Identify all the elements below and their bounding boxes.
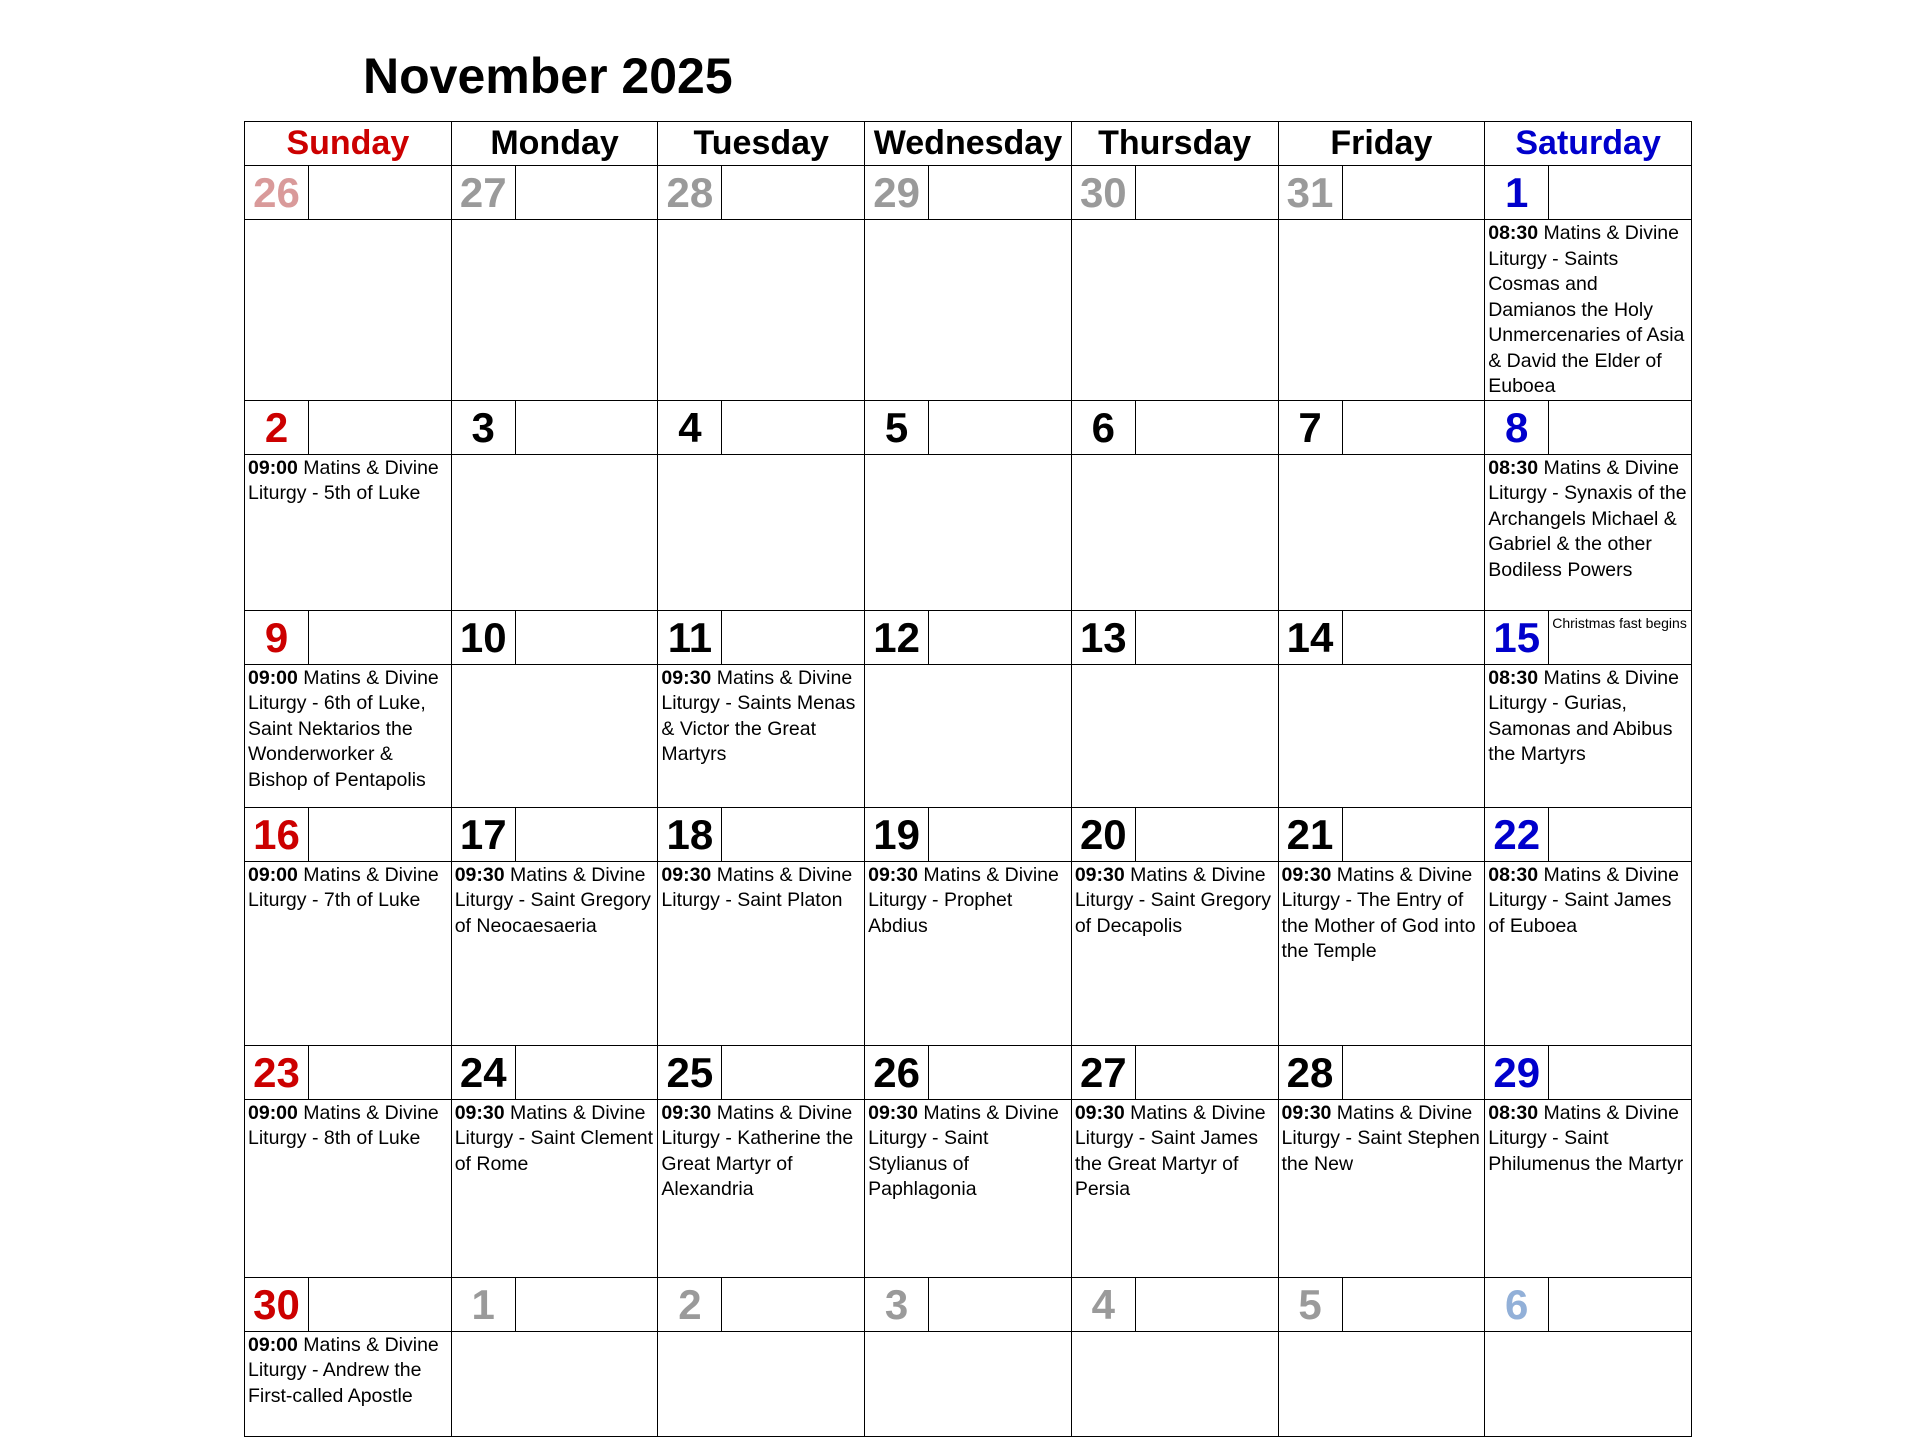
event-time: 09:30 bbox=[1074, 863, 1125, 886]
day-note bbox=[516, 611, 658, 664]
day-number: 24 bbox=[452, 1046, 516, 1099]
event-description: Matins & Divine Liturgy - Saint James of Euboea bbox=[1488, 863, 1679, 937]
date-cell-saturday bbox=[1485, 610, 1692, 664]
date-cell-thursday bbox=[1071, 1045, 1278, 1099]
date-cell-monday bbox=[451, 400, 658, 454]
date-cell-saturday bbox=[1485, 1277, 1692, 1331]
date-cell-wednesday bbox=[865, 1045, 1072, 1099]
event-description: Matins & Divine Liturgy - The Entry of the Mother of God into the Temple bbox=[1281, 863, 1476, 962]
events-cell-sunday bbox=[245, 861, 452, 1045]
day-note bbox=[1549, 808, 1691, 861]
event-description: Matins & Divine Liturgy - Prophet Abdius bbox=[868, 863, 1059, 937]
events-cell-thursday bbox=[1071, 664, 1278, 807]
day-note bbox=[929, 1278, 1071, 1331]
calendar-grid bbox=[244, 121, 1692, 1437]
date-cell-sunday bbox=[245, 1045, 452, 1099]
day-note bbox=[722, 1278, 864, 1331]
event-entry bbox=[1485, 220, 1691, 400]
event-time: 09:30 bbox=[661, 666, 712, 689]
event-entry bbox=[1072, 1100, 1278, 1203]
day-note bbox=[929, 1046, 1071, 1099]
date-cell-monday bbox=[451, 1277, 658, 1331]
events-cell-friday bbox=[1278, 220, 1485, 401]
day-number: 28 bbox=[658, 166, 722, 219]
events-cell-wednesday bbox=[865, 664, 1072, 807]
day-note bbox=[1343, 1046, 1485, 1099]
event-description: Matins & Divine Liturgy - Saints Cosmas and Damianos the Holy Unmercenaries of Asia & David the Elder of Euboea bbox=[1488, 222, 1685, 397]
header-sunday: Sunday bbox=[245, 122, 452, 166]
day-note bbox=[722, 808, 864, 861]
date-cell-friday bbox=[1278, 1277, 1485, 1331]
events-cell-wednesday bbox=[865, 1099, 1072, 1277]
event-time: 09:30 bbox=[454, 1101, 505, 1124]
day-number: 22 bbox=[1485, 808, 1549, 861]
week-6-events-row bbox=[245, 1331, 1692, 1436]
event-time: 09:30 bbox=[661, 1101, 712, 1124]
day-number: 19 bbox=[865, 808, 929, 861]
event-description: Matins & Divine Liturgy - Gurias, Samonas and Abibus the Martyrs bbox=[1488, 666, 1679, 765]
events-cell-tuesday bbox=[658, 1331, 865, 1436]
day-number: 23 bbox=[245, 1046, 309, 1099]
header-monday: Monday bbox=[451, 122, 658, 166]
event-time: 09:00 bbox=[248, 1101, 298, 1124]
event-description: Matins & Divine Liturgy - Saint Gregory of Neocaesaeria bbox=[454, 863, 651, 937]
events-cell-wednesday bbox=[865, 1331, 1072, 1436]
day-note bbox=[722, 166, 864, 219]
day-note bbox=[929, 808, 1071, 861]
date-cell-wednesday bbox=[865, 1277, 1072, 1331]
event-entry bbox=[245, 665, 451, 794]
day-note bbox=[1136, 808, 1278, 861]
events-cell-friday bbox=[1278, 454, 1485, 610]
day-number: 16 bbox=[245, 808, 309, 861]
day-note bbox=[1136, 166, 1278, 219]
events-cell-tuesday bbox=[658, 861, 865, 1045]
date-cell-tuesday bbox=[658, 1045, 865, 1099]
day-number: 17 bbox=[452, 808, 516, 861]
event-time: 09:00 bbox=[248, 1333, 298, 1356]
day-number: 12 bbox=[865, 611, 929, 664]
day-number: 31 bbox=[1279, 166, 1343, 219]
events-cell-friday bbox=[1278, 1331, 1485, 1436]
week-6-date-row bbox=[245, 1277, 1692, 1331]
week-3-events-row bbox=[245, 664, 1692, 807]
date-cell-tuesday bbox=[658, 400, 865, 454]
events-cell-sunday bbox=[245, 1099, 452, 1277]
event-time: 09:30 bbox=[1281, 863, 1332, 886]
day-number: 15 bbox=[1485, 611, 1549, 664]
day-number: 25 bbox=[658, 1046, 722, 1099]
day-number: 29 bbox=[1485, 1046, 1549, 1099]
day-note bbox=[1136, 1278, 1278, 1331]
day-number: 1 bbox=[452, 1278, 516, 1331]
events-cell-monday bbox=[451, 454, 658, 610]
date-cell-saturday bbox=[1485, 1045, 1692, 1099]
event-description: Matins & Divine Liturgy - 5th of Luke bbox=[248, 456, 439, 504]
week-2-events-row bbox=[245, 454, 1692, 610]
date-cell-thursday bbox=[1071, 807, 1278, 861]
events-cell-friday bbox=[1278, 664, 1485, 807]
day-note bbox=[516, 401, 658, 454]
event-description: Matins & Divine Liturgy - 7th of Luke bbox=[248, 863, 439, 911]
date-cell-friday bbox=[1278, 807, 1485, 861]
day-number: 27 bbox=[1072, 1046, 1136, 1099]
event-entry bbox=[1485, 862, 1691, 940]
event-description: Matins & Divine Liturgy - Saint Philumenus the Martyr bbox=[1488, 1101, 1684, 1175]
events-cell-saturday bbox=[1485, 220, 1692, 401]
event-time: 09:30 bbox=[868, 1101, 918, 1124]
events-cell-saturday bbox=[1485, 861, 1692, 1045]
date-cell-saturday bbox=[1485, 807, 1692, 861]
day-note bbox=[1343, 611, 1485, 664]
day-number: 3 bbox=[865, 1278, 929, 1331]
day-number: 5 bbox=[1279, 1278, 1343, 1331]
date-cell-friday bbox=[1278, 166, 1485, 220]
day-note bbox=[309, 166, 451, 219]
event-time: 08:30 bbox=[1488, 863, 1539, 886]
date-cell-sunday bbox=[245, 1277, 452, 1331]
event-description: Matins & Divine Liturgy - Saint Gregory of Decapolis bbox=[1074, 863, 1271, 937]
week-4-date-row bbox=[245, 807, 1692, 861]
event-entry bbox=[452, 862, 658, 940]
event-description: Matins & Divine Liturgy - Katherine the Great Martyr of Alexandria bbox=[661, 1101, 854, 1200]
header-thursday: Thursday bbox=[1071, 122, 1278, 166]
event-entry bbox=[1072, 862, 1278, 940]
event-description: Matins & Divine Liturgy - Saint Clement of Rome bbox=[454, 1101, 654, 1175]
day-number: 30 bbox=[1072, 166, 1136, 219]
day-number: 6 bbox=[1072, 401, 1136, 454]
day-note bbox=[309, 1278, 451, 1331]
event-entry bbox=[245, 1100, 451, 1152]
day-number: 10 bbox=[452, 611, 516, 664]
events-cell-sunday bbox=[245, 664, 452, 807]
date-cell-wednesday bbox=[865, 610, 1072, 664]
events-cell-saturday bbox=[1485, 1331, 1692, 1436]
day-note bbox=[309, 401, 451, 454]
date-cell-tuesday bbox=[658, 1277, 865, 1331]
day-number: 20 bbox=[1072, 808, 1136, 861]
day-number: 26 bbox=[245, 166, 309, 219]
event-entry bbox=[245, 455, 451, 507]
date-cell-friday bbox=[1278, 400, 1485, 454]
event-entry bbox=[452, 1100, 658, 1178]
date-cell-wednesday bbox=[865, 807, 1072, 861]
day-number: 2 bbox=[658, 1278, 722, 1331]
events-cell-thursday bbox=[1071, 1331, 1278, 1436]
day-number: 5 bbox=[865, 401, 929, 454]
date-cell-thursday bbox=[1071, 166, 1278, 220]
event-description: Matins & Divine Liturgy - Saint Stephen the New bbox=[1281, 1101, 1480, 1175]
event-time: 09:30 bbox=[1074, 1101, 1125, 1124]
day-number: 3 bbox=[452, 401, 516, 454]
events-cell-friday bbox=[1278, 1099, 1485, 1277]
event-description: Matins & Divine Liturgy - 8th of Luke bbox=[248, 1101, 439, 1149]
date-cell-thursday bbox=[1071, 400, 1278, 454]
day-note bbox=[1136, 611, 1278, 664]
day-note bbox=[1136, 401, 1278, 454]
date-cell-monday bbox=[451, 610, 658, 664]
date-cell-tuesday bbox=[658, 166, 865, 220]
day-note bbox=[309, 1046, 451, 1099]
day-number: 18 bbox=[658, 808, 722, 861]
day-number: 21 bbox=[1279, 808, 1343, 861]
day-note bbox=[1549, 1046, 1691, 1099]
date-cell-monday bbox=[451, 807, 658, 861]
event-entry bbox=[1279, 1100, 1485, 1178]
date-cell-saturday bbox=[1485, 400, 1692, 454]
day-note bbox=[516, 166, 658, 219]
date-cell-wednesday bbox=[865, 400, 1072, 454]
day-note bbox=[516, 1046, 658, 1099]
week-1-events-row bbox=[245, 220, 1692, 401]
day-number: 4 bbox=[1072, 1278, 1136, 1331]
events-cell-tuesday bbox=[658, 664, 865, 807]
event-entry bbox=[658, 665, 864, 768]
events-cell-monday bbox=[451, 220, 658, 401]
date-cell-wednesday bbox=[865, 166, 1072, 220]
events-cell-wednesday bbox=[865, 220, 1072, 401]
day-note bbox=[929, 401, 1071, 454]
date-cell-monday bbox=[451, 1045, 658, 1099]
event-entry bbox=[1485, 665, 1691, 768]
event-entry bbox=[1485, 455, 1691, 584]
date-cell-friday bbox=[1278, 610, 1485, 664]
day-note bbox=[722, 1046, 864, 1099]
day-number: 2 bbox=[245, 401, 309, 454]
event-entry bbox=[865, 862, 1071, 940]
day-number: 28 bbox=[1279, 1046, 1343, 1099]
event-description: Matins & Divine Liturgy - Saints Menas & Victor the Great Martyrs bbox=[661, 666, 856, 765]
header-wednesday: Wednesday bbox=[865, 122, 1072, 166]
events-cell-monday bbox=[451, 1331, 658, 1436]
events-cell-monday bbox=[451, 1099, 658, 1277]
day-number: 11 bbox=[658, 611, 722, 664]
date-cell-sunday bbox=[245, 166, 452, 220]
header-friday: Friday bbox=[1278, 122, 1485, 166]
date-cell-tuesday bbox=[658, 610, 865, 664]
date-cell-sunday bbox=[245, 807, 452, 861]
date-cell-monday bbox=[451, 166, 658, 220]
events-cell-sunday bbox=[245, 1331, 452, 1436]
date-cell-thursday bbox=[1071, 610, 1278, 664]
event-entry bbox=[245, 862, 451, 914]
weekday-header-row bbox=[245, 122, 1692, 166]
day-number: 27 bbox=[452, 166, 516, 219]
events-cell-friday bbox=[1278, 861, 1485, 1045]
event-entry bbox=[658, 862, 864, 914]
event-time: 09:30 bbox=[661, 863, 712, 886]
events-cell-saturday bbox=[1485, 664, 1692, 807]
event-time: 08:30 bbox=[1488, 1101, 1539, 1124]
event-time: 08:30 bbox=[1488, 222, 1539, 244]
date-cell-tuesday bbox=[658, 807, 865, 861]
day-note bbox=[1343, 808, 1485, 861]
events-cell-tuesday bbox=[658, 454, 865, 610]
events-cell-thursday bbox=[1071, 220, 1278, 401]
event-time: 08:30 bbox=[1488, 666, 1539, 689]
events-cell-thursday bbox=[1071, 1099, 1278, 1277]
week-4-events-row bbox=[245, 861, 1692, 1045]
day-note bbox=[1136, 1046, 1278, 1099]
day-note bbox=[309, 808, 451, 861]
week-5-events-row bbox=[245, 1099, 1692, 1277]
events-cell-thursday bbox=[1071, 861, 1278, 1045]
header-tuesday: Tuesday bbox=[658, 122, 865, 166]
event-time: 09:30 bbox=[1281, 1101, 1332, 1124]
day-note bbox=[722, 611, 864, 664]
events-cell-thursday bbox=[1071, 454, 1278, 610]
day-note: Christmas fast begins bbox=[1552, 614, 1687, 631]
day-number: 13 bbox=[1072, 611, 1136, 664]
day-note bbox=[722, 401, 864, 454]
day-number: 7 bbox=[1279, 401, 1343, 454]
event-entry bbox=[865, 1100, 1071, 1203]
event-description: Matins & Divine Liturgy - Andrew the First-called Apostle bbox=[248, 1333, 439, 1407]
event-entry bbox=[1279, 862, 1485, 965]
events-cell-wednesday bbox=[865, 861, 1072, 1045]
week-2-date-row bbox=[245, 400, 1692, 454]
day-note bbox=[309, 611, 451, 664]
week-5-date-row bbox=[245, 1045, 1692, 1099]
date-cell-saturday bbox=[1485, 166, 1692, 220]
day-note bbox=[516, 1278, 658, 1331]
events-cell-sunday bbox=[245, 220, 452, 401]
week-1-date-row bbox=[245, 166, 1692, 220]
event-time: 09:30 bbox=[868, 863, 918, 886]
week-3-date-row bbox=[245, 610, 1692, 664]
events-cell-monday bbox=[451, 664, 658, 807]
day-note bbox=[516, 808, 658, 861]
events-cell-sunday bbox=[245, 454, 452, 610]
events-cell-saturday bbox=[1485, 454, 1692, 610]
day-note bbox=[929, 611, 1071, 664]
day-number: 6 bbox=[1485, 1278, 1549, 1331]
day-note bbox=[1343, 401, 1485, 454]
calendar-title: November 2025 bbox=[363, 48, 733, 104]
header-saturday: Saturday bbox=[1485, 122, 1692, 166]
day-number: 1 bbox=[1485, 166, 1549, 219]
day-note bbox=[1549, 166, 1691, 219]
events-cell-monday bbox=[451, 861, 658, 1045]
day-number: 4 bbox=[658, 401, 722, 454]
event-entry bbox=[245, 1332, 451, 1410]
day-number: 14 bbox=[1279, 611, 1343, 664]
event-time: 08:30 bbox=[1488, 456, 1539, 479]
event-description: Matins & Divine Liturgy - Saint James the Great Martyr of Persia bbox=[1074, 1101, 1266, 1200]
event-entry bbox=[1485, 1100, 1691, 1178]
event-description: Matins & Divine Liturgy - Synaxis of the Archangels Michael & Gabriel & the other Bodiless Powers bbox=[1488, 456, 1687, 581]
date-cell-thursday bbox=[1071, 1277, 1278, 1331]
events-cell-wednesday bbox=[865, 454, 1072, 610]
day-number: 26 bbox=[865, 1046, 929, 1099]
events-cell-tuesday bbox=[658, 1099, 865, 1277]
date-cell-friday bbox=[1278, 1045, 1485, 1099]
event-time: 09:00 bbox=[248, 666, 298, 689]
day-note bbox=[1549, 401, 1691, 454]
event-description: Matins & Divine Liturgy - Saint Platon bbox=[661, 863, 853, 911]
date-cell-sunday bbox=[245, 400, 452, 454]
event-time: 09:00 bbox=[248, 863, 298, 886]
date-cell-sunday bbox=[245, 610, 452, 664]
events-cell-saturday bbox=[1485, 1099, 1692, 1277]
event-description: Matins & Divine Liturgy - 6th of Luke, Saint Nektarios the Wonderworker & Bishop of Pentapolis bbox=[248, 666, 439, 791]
day-note bbox=[929, 166, 1071, 219]
day-note bbox=[1343, 1278, 1485, 1331]
event-time: 09:00 bbox=[248, 456, 298, 479]
day-number: 30 bbox=[245, 1278, 309, 1331]
event-entry bbox=[658, 1100, 864, 1203]
day-note bbox=[1343, 166, 1485, 219]
day-number: 8 bbox=[1485, 401, 1549, 454]
event-time: 09:30 bbox=[454, 863, 505, 886]
events-cell-tuesday bbox=[658, 220, 865, 401]
day-number: 29 bbox=[865, 166, 929, 219]
day-note bbox=[1549, 1278, 1691, 1331]
event-description: Matins & Divine Liturgy - Saint Stylianus of Paphlagonia bbox=[868, 1101, 1059, 1200]
day-number: 9 bbox=[245, 611, 309, 664]
